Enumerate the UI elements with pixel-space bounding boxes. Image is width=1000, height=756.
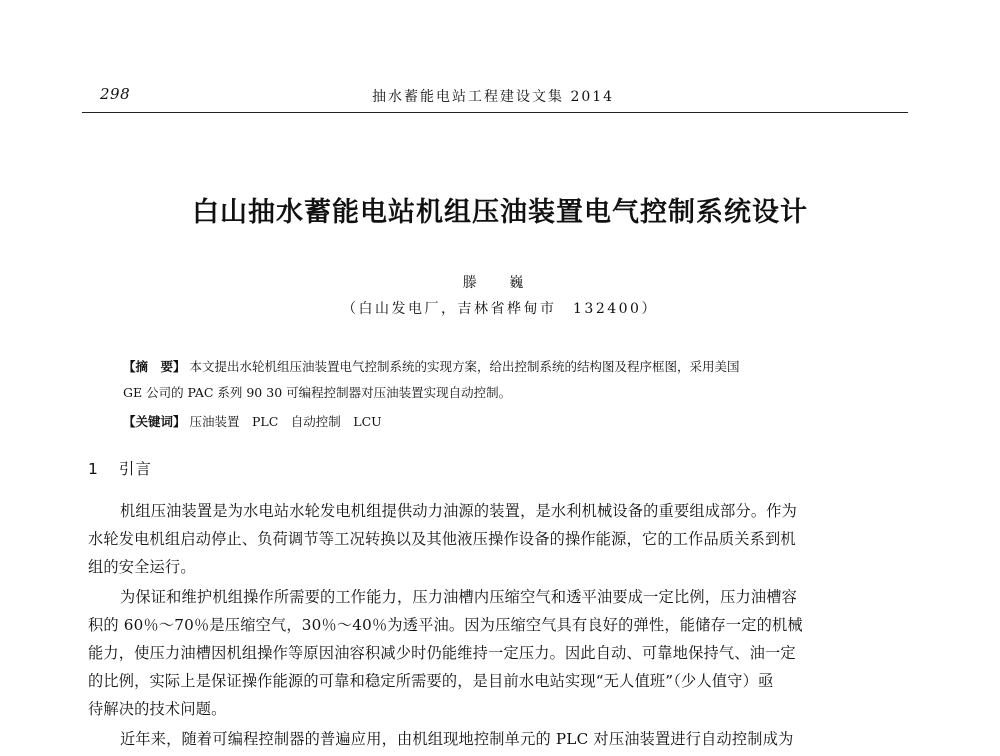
abstract-text-1: 本文提出水轮机组压油装置电气控制系统的实现方案，给出控制系统的结构图及程序框图，采用美国 bbox=[189, 359, 740, 374]
body-line: 能力，使压力油槽因机组操作等原因油容积减少时仍能维持一定压力。因此自动、可靠地保持气、油一定 bbox=[88, 644, 796, 662]
abstract-line-2 bbox=[123, 383, 511, 401]
author-affiliation: （白山发电厂，吉林省桦甸市 132400） bbox=[342, 301, 658, 317]
abstract-text-2: GE 公司的 PAC 系列 90 30 可编程控制器对压油装置实现自动控制。 bbox=[123, 385, 512, 400]
body-line: 为保证和维护机组操作所需要的工作能力，压力油槽内压缩空气和透平油要成一定比例，压力油槽容 bbox=[120, 588, 798, 606]
section-number: 1 bbox=[88, 460, 99, 478]
section-heading bbox=[88, 457, 152, 479]
paper-title: 白山抽水蓄能电站机组压油装置电气控制系统设计 bbox=[192, 197, 808, 228]
body-line: 积的 60％～70％是压缩空气，30％～40％为透平油。因为压缩空气具有良好的弹性，能储存一定的机械 bbox=[88, 616, 803, 634]
body-line: 机组压油装置是为水电站水轮发电机组提供动力油源的装置，是水利机械设备的重要组成部分。作为 bbox=[120, 502, 798, 520]
body-line: 的比例，实际上是保证操作能源的可靠和稳定所需要的，是目前水电站实现“无人值班”（少人值守）亟 bbox=[88, 672, 774, 690]
page-number: 298 bbox=[100, 85, 131, 103]
body-line: 待解决的技术问题。 bbox=[88, 700, 227, 718]
section-title: 引言 bbox=[118, 460, 152, 478]
keywords-text: 压油装置 PLC 自动控制 LCU bbox=[189, 414, 382, 429]
body-line: 近年来，随着可编程控制器的普遍应用，由机组现地控制单元的 PLC 对压油装置进行自动控制成为 bbox=[120, 730, 794, 748]
abstract-line-1 bbox=[123, 357, 740, 375]
body-line: 水轮发电机组启动停止、负荷调节等工况转换以及其他液压操作设备的操作能源，它的工作品质关系到机 bbox=[88, 530, 796, 548]
keywords-label: 【关键词】 bbox=[123, 414, 186, 429]
body-line: 组的安全运行。 bbox=[88, 558, 196, 576]
header-rule bbox=[82, 112, 908, 113]
running-header: 抽水蓄能电站工程建设文集 2014 bbox=[372, 89, 615, 105]
keywords-line bbox=[123, 412, 382, 430]
abstract-label: 【摘 要】 bbox=[123, 359, 186, 374]
author-name: 滕 巍 bbox=[462, 275, 538, 291]
